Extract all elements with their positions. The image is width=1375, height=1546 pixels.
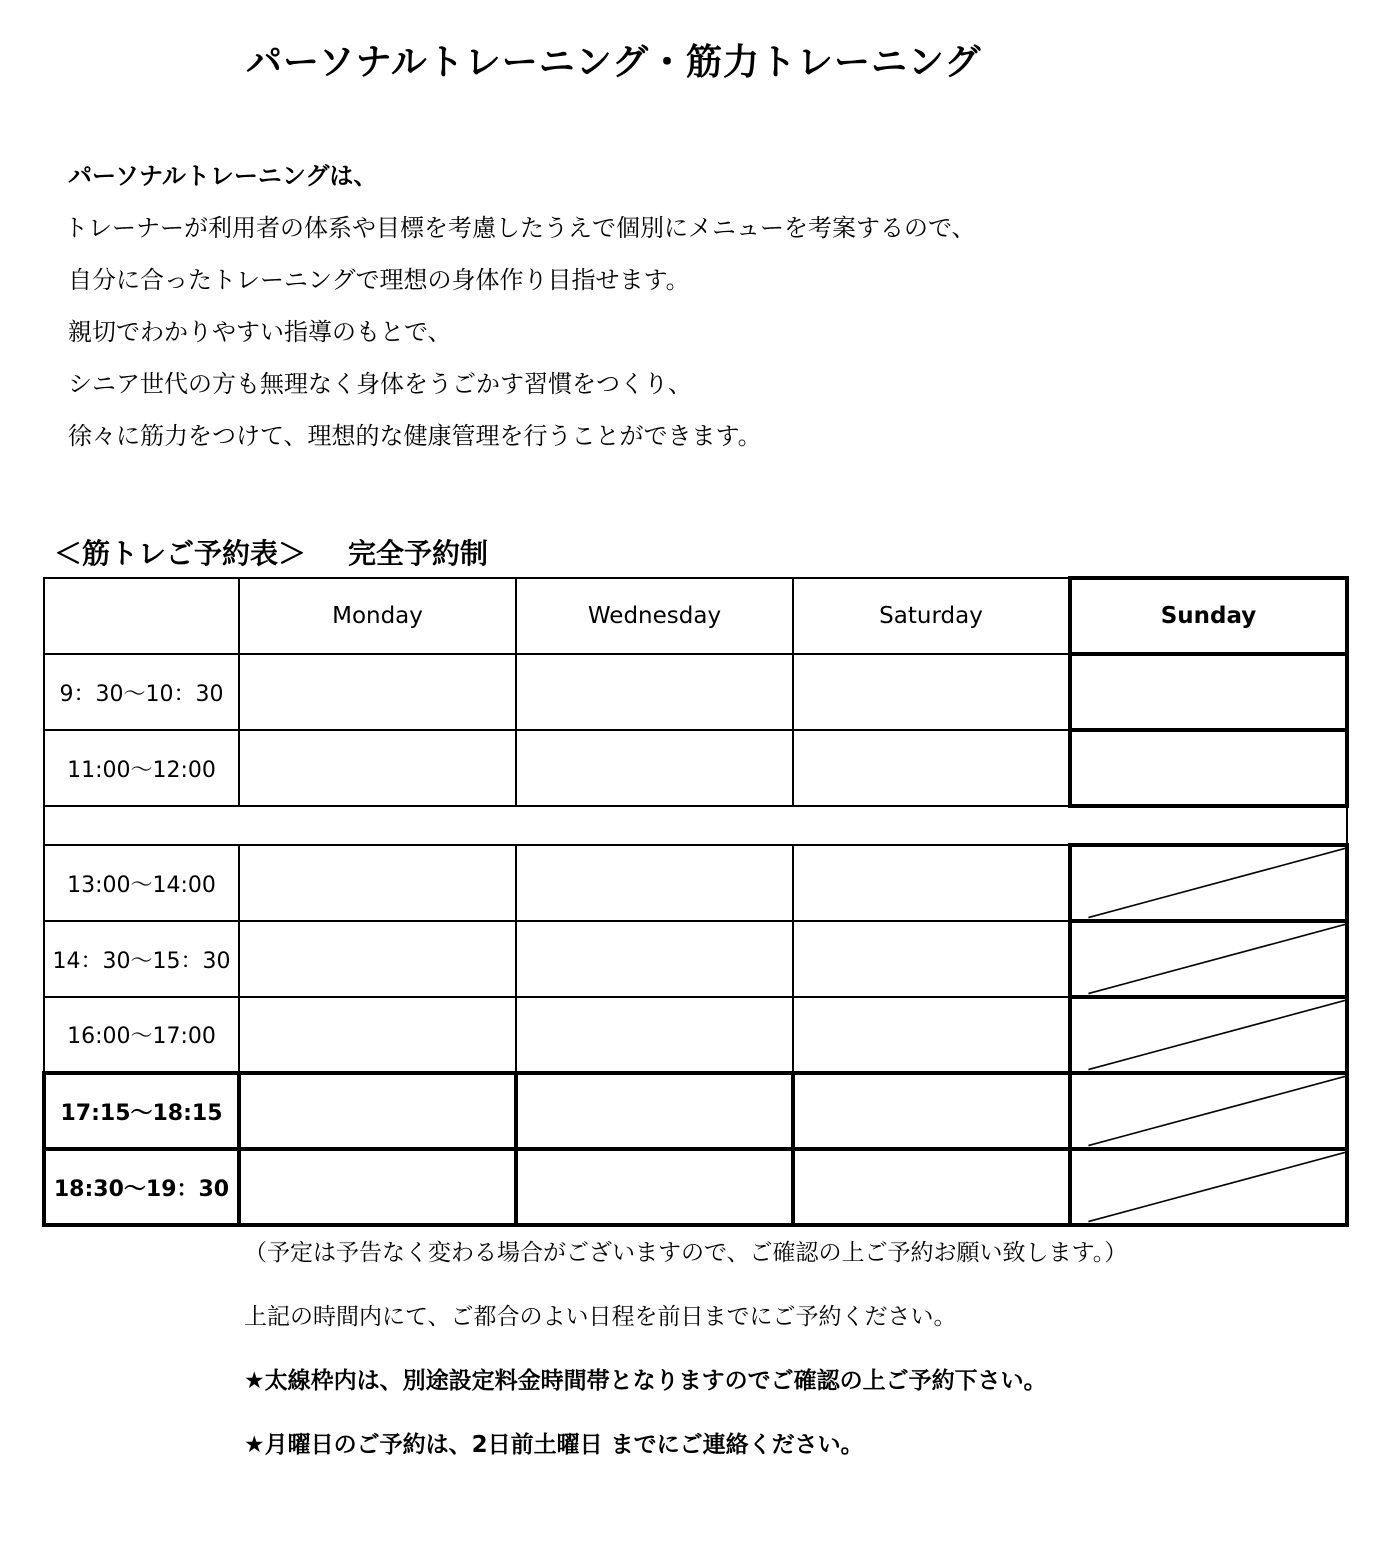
notes bbox=[244, 1228, 1127, 1484]
schedule-heading bbox=[54, 532, 488, 572]
lunch-break-cell bbox=[44, 806, 1347, 845]
slot-cell bbox=[793, 997, 1070, 1073]
table-row bbox=[44, 845, 1347, 921]
diagonal-strike bbox=[1072, 1151, 1345, 1223]
table-row bbox=[44, 921, 1347, 997]
table-row bbox=[44, 730, 1347, 806]
slot-cell bbox=[793, 654, 1070, 730]
slot-cell bbox=[516, 921, 793, 997]
slot-cell-sunday bbox=[1070, 654, 1347, 730]
day-header-sunday: Sunday bbox=[1070, 578, 1347, 654]
table-row bbox=[44, 654, 1347, 730]
table-row bbox=[44, 997, 1347, 1073]
slot-cell-unavailable bbox=[1070, 1149, 1347, 1225]
table-row-premium bbox=[44, 1149, 1347, 1225]
slot-cell-sunday bbox=[1070, 730, 1347, 806]
slot-cell bbox=[239, 1149, 516, 1225]
slot-cell-unavailable bbox=[1070, 1073, 1347, 1149]
slot-cell-unavailable bbox=[1070, 845, 1347, 921]
note-line: 上記の時間内にて、ご都合のよい日程を前日までにご予約ください。 bbox=[244, 1304, 957, 1330]
slot-cell bbox=[793, 730, 1070, 806]
corner-cell bbox=[44, 578, 239, 654]
reservation-table bbox=[42, 576, 1349, 1227]
day-header-saturday: Saturday bbox=[793, 578, 1070, 654]
slot-cell bbox=[516, 730, 793, 806]
slot-cell bbox=[516, 997, 793, 1073]
note-line-important: ★太線枠内は、別途設定料金時間帯となりますのでご確認の上ご予約下さい。 bbox=[244, 1368, 1047, 1394]
table-row-premium bbox=[44, 1073, 1347, 1149]
time-slot-label: 17:15～18:15 bbox=[44, 1073, 239, 1149]
schedule-heading-title: ＜筋トレご予約表＞ bbox=[54, 537, 307, 570]
slot-cell bbox=[793, 1073, 1070, 1149]
slot-cell bbox=[516, 1149, 793, 1225]
intro-line: 自分に合ったトレーニングで理想の身体作り目指せます。 bbox=[68, 266, 690, 294]
time-slot-label: 16:00～17:00 bbox=[44, 997, 239, 1073]
diagonal-strike bbox=[1072, 1075, 1345, 1147]
slot-cell bbox=[793, 1149, 1070, 1225]
diagonal-strike bbox=[1072, 999, 1345, 1071]
time-slot-label: 9：30～10：30 bbox=[44, 654, 239, 730]
slot-cell bbox=[516, 654, 793, 730]
page-title: パーソナルトレーニング・筋力トレーニング bbox=[246, 42, 982, 83]
slot-cell bbox=[239, 845, 516, 921]
intro-lead: パーソナルトレーニングは、 bbox=[68, 162, 378, 190]
slot-cell-unavailable bbox=[1070, 997, 1347, 1073]
slot-cell bbox=[516, 1073, 793, 1149]
slot-cell bbox=[239, 921, 516, 997]
slot-cell bbox=[793, 921, 1070, 997]
slot-cell bbox=[239, 654, 516, 730]
diagonal-strike bbox=[1072, 847, 1345, 919]
intro-line: 親切でわかりやすい指導のもとで、 bbox=[68, 318, 452, 346]
time-slot-label: 14：30～15：30 bbox=[44, 921, 239, 997]
slot-cell bbox=[793, 845, 1070, 921]
time-slot-label: 18:30～19：30 bbox=[44, 1149, 239, 1225]
slot-cell-unavailable bbox=[1070, 921, 1347, 997]
table-header-row bbox=[44, 578, 1347, 654]
intro-text bbox=[64, 150, 976, 462]
day-header-wednesday: Wednesday bbox=[516, 578, 793, 654]
slot-cell bbox=[516, 845, 793, 921]
note-line: （予定は予告なく変わる場合がございますので、ご確認の上ご予約お願い致します。） bbox=[244, 1240, 1128, 1266]
slot-cell bbox=[239, 730, 516, 806]
intro-line: トレーナーが利用者の体系や目標を考慮したうえで個別にメニューを考案するので、 bbox=[64, 214, 976, 242]
intro-line: 徐々に筋力をつけて、理想的な健康管理を行うことができます。 bbox=[68, 422, 762, 450]
time-slot-label: 13:00～14:00 bbox=[44, 845, 239, 921]
day-header-monday: Monday bbox=[239, 578, 516, 654]
time-slot-label: 11:00～12:00 bbox=[44, 730, 239, 806]
diagonal-strike bbox=[1072, 923, 1345, 995]
slot-cell bbox=[239, 997, 516, 1073]
schedule-heading-note: 完全予約制 bbox=[348, 537, 489, 570]
lunch-break-row bbox=[44, 806, 1347, 845]
slot-cell bbox=[239, 1073, 516, 1149]
intro-line: シニア世代の方も無理なく身体をうごかす習慣をつくり、 bbox=[68, 370, 692, 398]
note-line-important: ★月曜日のご予約は、2日前土曜日 までにご連絡ください。 bbox=[244, 1432, 864, 1458]
